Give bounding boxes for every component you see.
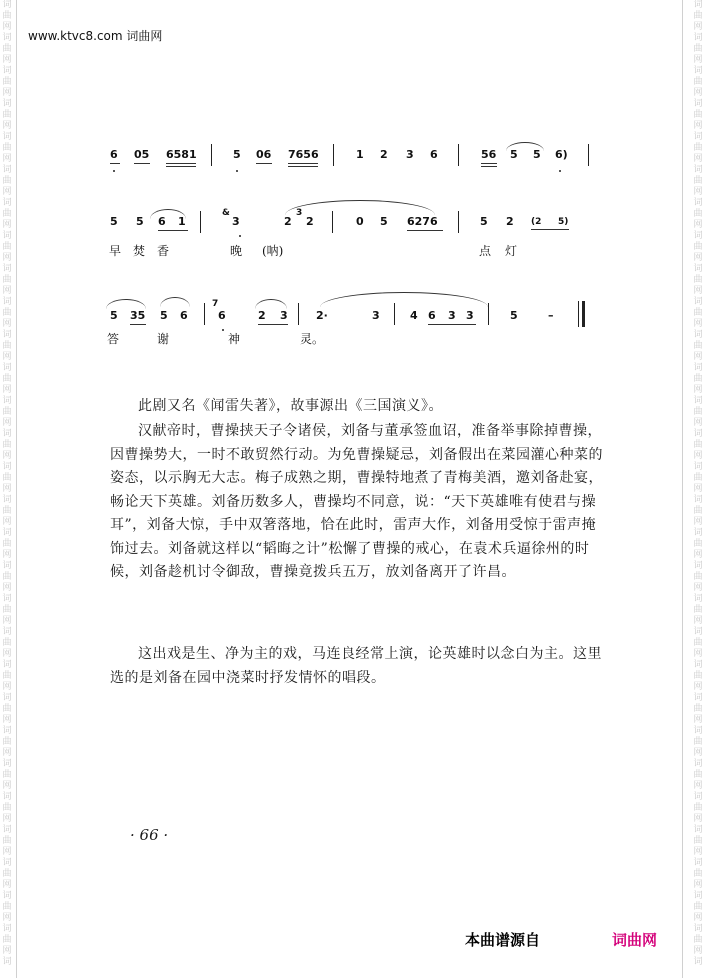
barline [588,144,589,166]
watermark-char: 曲 [693,935,703,945]
watermark-char: 曲 [693,77,703,87]
slur [160,297,190,307]
watermark-char: 网 [693,583,703,593]
octave-dot [239,235,241,237]
watermark-char: 网 [2,847,12,857]
watermark-char: 曲 [2,407,12,417]
underline [531,229,569,230]
watermark-char: 曲 [2,902,12,912]
watermark-char: 网 [693,286,703,296]
watermark-char: 词 [693,660,703,670]
watermark-char: 网 [2,55,12,65]
watermark-char: 曲 [2,605,12,615]
underline [288,166,318,167]
watermark-char: 曲 [693,341,703,351]
watermark-char: 曲 [693,671,703,681]
watermark-char: 曲 [693,11,703,21]
octave-dot [222,329,224,331]
grace-note: & [222,208,230,218]
final-barline [582,301,585,327]
watermark-char: 网 [693,682,703,692]
watermark-char: 网 [2,286,12,296]
underline [166,166,196,167]
watermark-char: 网 [693,121,703,131]
watermark-char: 网 [2,748,12,758]
note: 5 [510,309,518,322]
watermark-char: 曲 [2,11,12,21]
watermark-char: 词 [693,330,703,340]
watermark-char: 曲 [693,605,703,615]
watermark-char: 网 [2,616,12,626]
watermark-char: 词 [693,891,703,901]
watermark-char: 词 [2,495,12,505]
barline [211,144,212,166]
watermark-char: 词 [2,462,12,472]
watermark-char: 曲 [2,506,12,516]
note: 06 [256,148,272,161]
note: (2 [531,217,542,227]
watermark-char: 网 [693,187,703,197]
watermark-char: 词 [2,825,12,835]
note: 56 [481,148,497,161]
paragraph-2: 汉献帝时，曹操挟天子令诸侯，刘备与董承签血诏，准备举事除掉曹操，因曹操势大，一时不敢贸然行动。为免曹操疑忌，刘备假出在菜园灌心种菜的姿态，以示胸无大志。梅子成熟之期，曹操特地煮了青梅美酒，邀刘备赴宴，畅论天下英雄。刘备历数多人，曹操均不同意，说：“天下英雄唯有使君与操耳”，刘备大惊，手中双箸落地，恰在此时，雷声大作，刘备用受惊于雷声掩饰过去。刘备就这样以“韬晦之计”松懈了曹操的戒心，在袁术兵逼徐州的时候，刘备趁机讨令御敌，曹操竟拨兵五万，放刘备离开了许昌。 [110,423,603,580]
barline [200,211,201,233]
note: 2· [316,309,328,322]
watermark-char: 词 [2,231,12,241]
watermark-char: 词 [693,99,703,109]
watermark-char: 曲 [2,275,12,285]
watermark-char: 词 [2,924,12,934]
watermark-char: 曲 [693,836,703,846]
watermark-char: 曲 [693,539,703,549]
page-number: · 66 · [130,826,169,844]
watermark-char: 网 [693,781,703,791]
underline [130,324,146,325]
watermark-char: 曲 [2,638,12,648]
watermark-site: www.ktvc8.com 词曲网 [28,29,163,43]
underline [428,324,476,325]
watermark-char: 词 [2,66,12,76]
note: 6 [428,309,436,322]
note: 6 [158,215,166,228]
watermark-char: 网 [693,319,703,329]
note: 2 [284,215,292,228]
note: 3 [372,309,380,322]
note: 6 [218,309,226,322]
watermark-char: 网 [2,913,12,923]
watermark-char: 词 [2,594,12,604]
underline [158,230,188,231]
watermark-char: 词 [693,0,703,10]
watermark-char: 词 [2,264,12,274]
watermark-char: 曲 [2,671,12,681]
watermark-char: 曲 [2,473,12,483]
watermark-char: 曲 [693,209,703,219]
note: 3 [406,148,414,161]
barline [333,144,334,166]
lyric: 香 [157,244,170,258]
watermark-char: 曲 [2,209,12,219]
score-row-2 [0,205,705,265]
watermark-char: 网 [693,220,703,230]
watermark-char: 词 [2,99,12,109]
watermark-char: 曲 [693,275,703,285]
barline [332,211,333,233]
underline [407,230,443,231]
watermark-char: 曲 [2,704,12,714]
note: 2 [506,215,514,228]
watermark-char: 网 [2,517,12,527]
watermark-char: 网 [2,121,12,131]
watermark-char: 网 [693,913,703,923]
watermark-char: 词 [693,165,703,175]
lyric: 点 [479,244,492,258]
watermark-char: 词 [2,396,12,406]
watermark-char: 词 [2,792,12,802]
note: 6276 [407,215,438,228]
lyric: 灵。 [300,332,325,346]
paragraph-3: 这出戏是生、净为主的戏，马连良经常上演，论英雄时以念白为主。这里选的是刘备在园中浇菜时抒发情怀的唱段。 [110,646,602,686]
watermark-char: 曲 [2,77,12,87]
watermark-char: 词 [2,957,12,967]
watermark-char: 曲 [693,638,703,648]
watermark-char: 词 [693,825,703,835]
watermark-char: 曲 [2,44,12,54]
watermark-char: 词 [693,594,703,604]
watermark-char: 曲 [2,143,12,153]
score-row-3 [0,297,705,357]
watermark-char: 词 [693,726,703,736]
note: 6581 [166,148,197,161]
lyric: 早 [109,244,122,258]
watermark-char: 曲 [693,473,703,483]
watermark-char: 网 [2,682,12,692]
watermark-char: 词 [2,165,12,175]
lyric: 谢 [157,332,170,346]
watermark-char: 网 [693,517,703,527]
watermark-char: 词 [693,132,703,142]
note: 1 [178,215,186,228]
watermark-char: 词 [693,462,703,472]
watermark-char: 曲 [2,539,12,549]
watermark-char: 曲 [693,143,703,153]
watermark-char: 词 [2,297,12,307]
watermark-char: 词 [693,198,703,208]
watermark-char: 曲 [2,242,12,252]
slur [106,299,146,309]
lyric: (呐) [262,244,284,258]
watermark-char: 网 [693,748,703,758]
watermark-char: 网 [2,187,12,197]
watermark-char: 网 [2,253,12,263]
note: 6 [110,148,118,161]
score-row-1 [0,140,705,200]
watermark-char: 词 [693,924,703,934]
watermark-char: 网 [2,715,12,725]
watermark-char: 词 [693,396,703,406]
watermark-char: 词 [2,363,12,373]
underline [256,163,272,164]
watermark-char: 词 [693,957,703,967]
watermark-char: 网 [693,814,703,824]
watermark-char: 词 [2,891,12,901]
watermark-char: 网 [693,847,703,857]
watermark-char: 曲 [693,44,703,54]
note: 5 [380,215,388,228]
watermark-char: 词 [2,759,12,769]
watermark-char: 网 [693,253,703,263]
underline [481,166,497,167]
note: 5 [110,309,118,322]
watermark-char: 词 [2,33,12,43]
underline [110,163,120,164]
underline [481,163,497,164]
watermark-char: 词 [2,330,12,340]
note: 5 [110,215,118,228]
watermark-char: 网 [693,715,703,725]
watermark-char: 词 [2,858,12,868]
watermark-char: 网 [693,88,703,98]
watermark-char: 曲 [693,704,703,714]
watermark-char: 网 [693,616,703,626]
watermark-char: 词 [693,858,703,868]
barline [298,303,299,325]
watermark-char: 曲 [693,374,703,384]
watermark-char: 曲 [2,572,12,582]
lyric: 答 [107,332,120,346]
note: 5 [533,148,541,161]
watermark-char: 曲 [2,176,12,186]
watermark-char: 网 [2,385,12,395]
watermark-char: 网 [693,418,703,428]
footer-source-text: 本曲谱源自 [465,931,541,949]
watermark-char: 词 [693,231,703,241]
watermark-char: 词 [2,561,12,571]
watermark-char: 词 [2,528,12,538]
watermark-char: 曲 [693,869,703,879]
note: 4 [410,309,418,322]
watermark-char: 词 [2,627,12,637]
watermark-char: 词 [693,528,703,538]
slur [320,292,488,307]
watermark-char: 曲 [2,308,12,318]
note: 3 [448,309,456,322]
note: 5 [480,215,488,228]
watermark-char: 词 [2,660,12,670]
barline [458,144,459,166]
watermark-char: 词 [693,429,703,439]
watermark-char: 词 [693,264,703,274]
barline [394,303,395,325]
watermark-char: 词 [693,759,703,769]
note: 5) [558,217,569,227]
slur [506,142,544,151]
grace-note: 3 [296,208,303,218]
note: 7656 [288,148,319,161]
slur [285,200,435,215]
octave-dot [559,170,561,172]
underline [134,163,150,164]
watermark-char: 曲 [693,242,703,252]
note: 2 [380,148,388,161]
lyric: 焚 [133,244,146,258]
watermark-char: 网 [2,946,12,956]
watermark-char: 词 [693,363,703,373]
note: 35 [130,309,146,322]
watermark-char: 网 [2,550,12,560]
watermark-char: 网 [693,352,703,362]
watermark-char: 曲 [693,110,703,120]
watermark-char: 网 [693,55,703,65]
watermark-char: 词 [693,693,703,703]
watermark-char: 曲 [2,770,12,780]
note: 6) [555,148,568,161]
lyric: 灯 [505,244,518,258]
watermark-char: 网 [2,781,12,791]
watermark-char: 曲 [2,803,12,813]
watermark-char: 词 [2,429,12,439]
watermark-char: 曲 [693,572,703,582]
note: 3 [466,309,474,322]
note: 1 [356,148,364,161]
watermark-char: 词 [693,33,703,43]
lyric: 神 [228,332,241,346]
watermark-char: 网 [693,154,703,164]
watermark-char: 曲 [693,176,703,186]
watermark-char: 曲 [2,935,12,945]
watermark-char: 曲 [693,737,703,747]
watermark-char: 网 [693,880,703,890]
octave-dot [236,170,238,172]
watermark-char: 曲 [2,737,12,747]
watermark-char: 词 [693,495,703,505]
watermark-char: 曲 [693,902,703,912]
underline [166,163,196,164]
note: 6 [430,148,438,161]
note: 2 [258,309,266,322]
watermark-char: 网 [2,22,12,32]
note: 5 [510,148,518,161]
barline [204,303,205,325]
watermark-char: 曲 [2,110,12,120]
watermark-char: 曲 [693,803,703,813]
watermark-char: 词 [2,0,12,10]
watermark-char: 曲 [2,374,12,384]
watermark-char: 网 [2,154,12,164]
watermark-char: 词 [693,66,703,76]
watermark-char: 词 [2,198,12,208]
slur [255,299,287,309]
watermark-char: 网 [2,583,12,593]
watermark-char: 词 [693,297,703,307]
watermark-char: 网 [693,22,703,32]
note: 5 [160,309,168,322]
watermark-char: 网 [2,451,12,461]
dash: – [548,309,554,322]
watermark-char: 词 [2,693,12,703]
barline [488,303,489,325]
watermark-char: 网 [2,352,12,362]
note: 3 [232,215,240,228]
watermark-char: 曲 [2,869,12,879]
note: 05 [134,148,150,161]
watermark-char: 网 [693,550,703,560]
barline [458,211,459,233]
watermark-char: 词 [693,627,703,637]
watermark-char: 曲 [693,770,703,780]
octave-dot [113,170,115,172]
watermark-char: 网 [2,649,12,659]
footer-logo[interactable]: 词曲网 [612,931,658,949]
watermark-char: 网 [693,385,703,395]
lyric: 晚 [230,244,243,258]
watermark-char: 词 [693,561,703,571]
watermark-char: 网 [2,880,12,890]
note: 2 [306,215,314,228]
watermark-char: 网 [2,484,12,494]
watermark-char: 网 [2,814,12,824]
watermark-char: 网 [693,451,703,461]
watermark-char: 曲 [693,440,703,450]
watermark-char: 网 [2,418,12,428]
note: 5 [233,148,241,161]
paragraph-1: 此剧又名《闻雷失著》，故事源出《三国演义》。 [138,398,443,414]
watermark-char: 网 [2,220,12,230]
watermark-char: 词 [693,792,703,802]
note: 3 [280,309,288,322]
watermark-char: 网 [693,649,703,659]
watermark-char: 网 [2,319,12,329]
watermark-char: 词 [2,132,12,142]
note: 0 [356,215,364,228]
watermark-char: 曲 [693,308,703,318]
watermark-char: 曲 [2,341,12,351]
note: 5 [136,215,144,228]
watermark-char: 网 [2,88,12,98]
barline [578,301,579,327]
grace-note: 7 [212,299,219,309]
watermark-char: 网 [693,484,703,494]
watermark-char: 词 [2,726,12,736]
note: 6 [180,309,188,322]
watermark-char: 网 [693,946,703,956]
watermark-char: 曲 [2,836,12,846]
underline [258,324,288,325]
watermark-char: 曲 [693,407,703,417]
underline [288,163,318,164]
watermark-char: 曲 [693,506,703,516]
watermark-char: 曲 [2,440,12,450]
